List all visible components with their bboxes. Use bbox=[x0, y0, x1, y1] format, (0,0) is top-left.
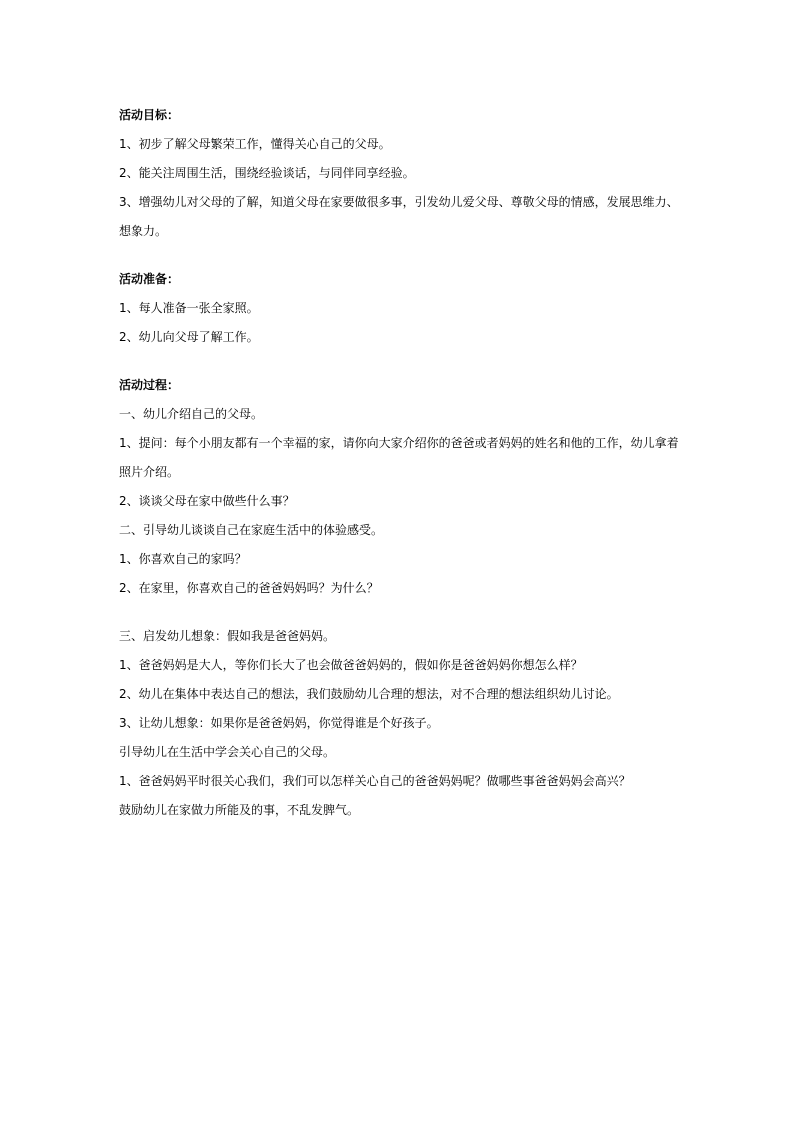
process-heading: 活动过程： bbox=[119, 378, 180, 392]
process-step: 2、幼儿在集体中表达自己的想法，我们鼓励幼儿合理的想法，对不合理的想法组织幼儿讨论。 bbox=[119, 687, 619, 701]
preparation-heading: 活动准备： bbox=[119, 272, 180, 286]
process-step: 1、爸爸妈妈是大人，等你们长大了也会做爸爸妈妈的，假如你是爸爸妈妈你想怎么样？ bbox=[119, 658, 583, 672]
section-spacer bbox=[119, 603, 689, 622]
goal-item: 2、能关注周围生活，围绕经验谈话，与同伴同享经验。 bbox=[119, 166, 415, 180]
process-step: 一、幼儿介绍自己的父母。 bbox=[119, 407, 264, 421]
document-body bbox=[119, 101, 689, 825]
process-step: 二、引导幼儿谈谈自己在家庭生活中的体验感受。 bbox=[119, 523, 384, 537]
process-step: 2、在家里，你喜欢自己的爸爸妈妈吗？为什么？ bbox=[119, 581, 379, 595]
process-step: 2、谈谈父母在家中做些什么事？ bbox=[119, 494, 295, 508]
section-process bbox=[119, 371, 689, 825]
section-spacer bbox=[119, 246, 689, 265]
section-preparation bbox=[119, 265, 689, 352]
section-spacer bbox=[119, 352, 689, 371]
process-step: 1、爸爸妈妈平时很关心我们，我们可以怎样关心自己的爸爸妈妈呢？做哪些事爸爸妈妈会高兴？ bbox=[119, 774, 631, 788]
goal-item: 1、初步了解父母繁荣工作，懂得关心自己的父母。 bbox=[119, 137, 391, 151]
goal-item: 3、增强幼儿对父母的了解，知道父母在家要做很多事，引发幼儿爱父母、尊敬父母的情感，发展思维力、想象力。 bbox=[119, 195, 679, 238]
process-step: 鼓励幼儿在家做力所能及的事，不乱发脾气。 bbox=[119, 803, 360, 817]
preparation-item: 2、幼儿向父母了解工作。 bbox=[119, 330, 259, 344]
process-step: 3、让幼儿想象：如果你是爸爸妈妈，你觉得谁是个好孩子。 bbox=[119, 716, 439, 730]
process-step: 三、启发幼儿想象：假如我是爸爸妈妈。 bbox=[119, 629, 336, 643]
process-step: 引导幼儿在生活中学会关心自己的父母。 bbox=[119, 745, 336, 759]
process-step: 1、你喜欢自己的家吗？ bbox=[119, 552, 247, 566]
goals-heading: 活动目标： bbox=[119, 108, 180, 122]
process-step: 1、提问：每个小朋友都有一个幸福的家，请你向大家介绍你的爸爸或者妈妈的姓名和他的工作，幼儿拿着照片介绍。 bbox=[119, 436, 679, 479]
section-goals bbox=[119, 101, 689, 246]
preparation-item: 1、每人准备一张全家照。 bbox=[119, 301, 259, 315]
